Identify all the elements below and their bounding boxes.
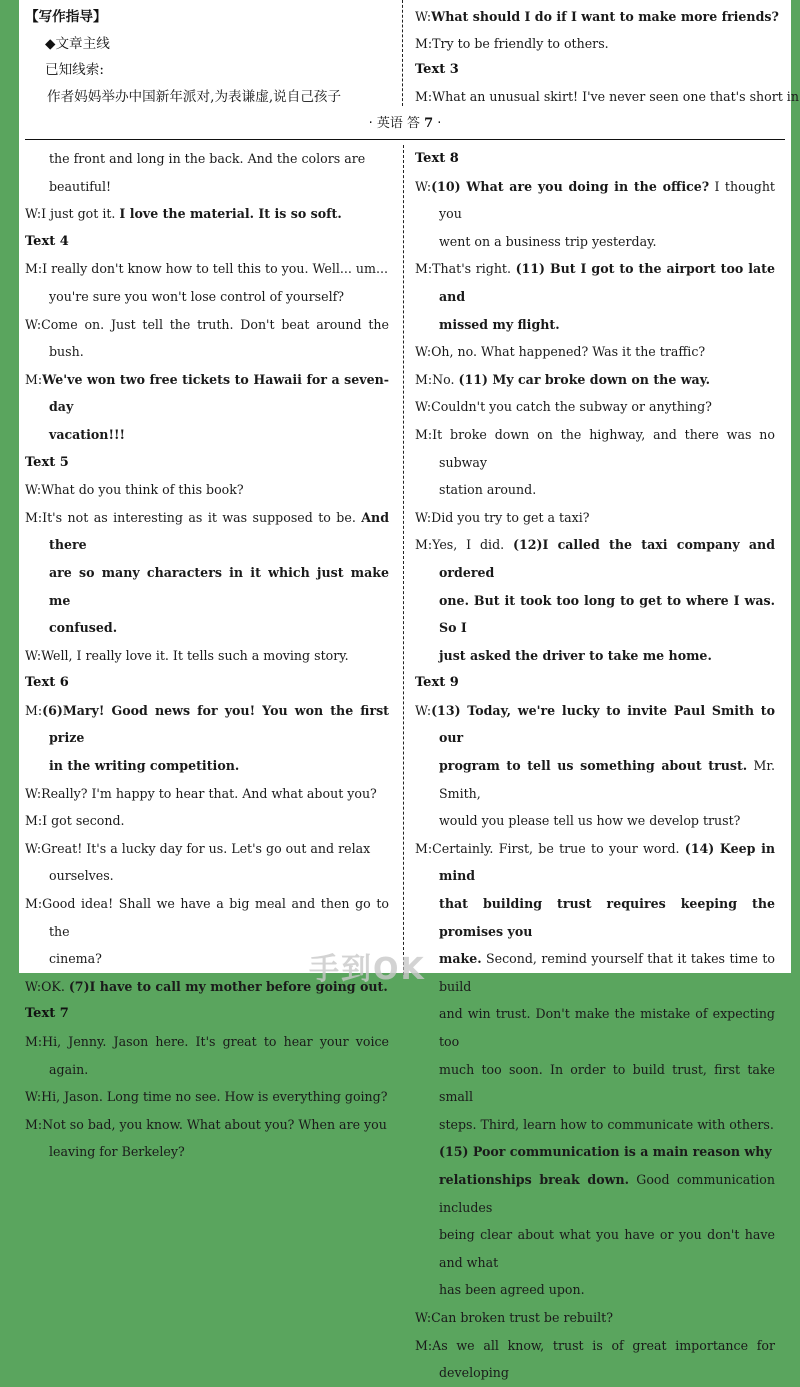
- dialogue-text: Can broken trust be rebuilt?: [431, 1309, 613, 1325]
- speaker-label: M:: [25, 371, 43, 387]
- dialogue-text: steps. Third, learn how to communicate with others.: [439, 1116, 774, 1132]
- answer-highlight: (14) Keep in mind: [439, 840, 776, 884]
- dialogue-continuation: [415, 1000, 775, 1055]
- folio-page-number: 7: [424, 116, 434, 131]
- dialogue-text: That's right.: [432, 261, 516, 277]
- dialogue-text: Not so bad, you know. What about you? When are you: [42, 1116, 387, 1132]
- dialogue-continuation: [415, 1276, 775, 1304]
- dialogue-text: Yes, I did.: [432, 537, 514, 553]
- dialogue-text: went on a business trip yesterday.: [439, 233, 657, 249]
- answer-highlight: make.: [439, 951, 482, 967]
- dialogue-text: Mr. Smith,: [439, 758, 775, 801]
- folio-prefix: · 英语 答: [368, 116, 425, 131]
- writing-guide-heading: 【写作指导】: [25, 9, 107, 25]
- guide-mainline: ◆文章主线: [45, 35, 110, 52]
- dialogue-continuation: [415, 587, 775, 642]
- speaker-label: M:: [415, 35, 433, 51]
- speaker-label: W:: [25, 1089, 42, 1105]
- dialogue-continuation: [415, 1166, 775, 1221]
- answer-highlight: missed my flight.: [439, 316, 560, 332]
- dialogue-line: [415, 504, 775, 532]
- heading-label: Text 3: [415, 62, 459, 77]
- dialogue-continuation: [25, 559, 389, 614]
- dialogue-continuation: [415, 807, 775, 835]
- answer-highlight: We've won two free tickets to Hawaii for a seven-day: [42, 371, 389, 415]
- dialogue-continuation: [415, 642, 775, 670]
- dialogue-line: [415, 697, 775, 752]
- text-heading: [415, 145, 775, 173]
- guide-clue-text: 作者妈妈举办中国新年派对,为表谦虚,说自己孩子: [47, 88, 342, 105]
- dialogue-line: [25, 1083, 389, 1111]
- dialogue-text: has been agreed upon.: [439, 1282, 585, 1298]
- dialogue-line: [415, 366, 775, 394]
- speaker-label: W:: [415, 509, 432, 525]
- dialogue-text: much too soon. In order to build trust, first take small: [439, 1061, 775, 1105]
- speaker-label: W:: [25, 206, 42, 222]
- answer-highlight: (6)Mary! Good news for you! You won the first prize: [42, 702, 389, 746]
- dialogue-text: Come on. Just tell the truth. Don't beat around the bush.: [41, 316, 389, 360]
- dialogue-continuation: [415, 890, 775, 945]
- dialogue-line: [25, 1028, 389, 1083]
- dialogue-line: [25, 780, 389, 808]
- dialogue-text: No.: [432, 371, 459, 387]
- answer-highlight: vacation!!!: [49, 426, 126, 442]
- dialogue-line: [415, 531, 775, 586]
- speaker-label: W:: [25, 978, 42, 994]
- answer-highlight: (13) Today, we're lucky to invite Paul Smith to our: [431, 702, 775, 746]
- dialogue-text: ourselves.: [49, 868, 114, 884]
- dialogue-line: [25, 890, 389, 945]
- answer-highlight: I love the material. It is so soft.: [119, 206, 342, 222]
- text-heading: [25, 228, 389, 256]
- dialogue-text: you're sure you won't lose control of yourself?: [49, 288, 345, 304]
- speaker-label: M:: [25, 261, 43, 277]
- dialogue-continuation: [415, 1056, 775, 1111]
- dialogue-continuation: [415, 1111, 775, 1139]
- dialogue-line: [25, 504, 389, 559]
- dialogue-text: and win trust. Don't make the mistake of expecting too: [439, 1006, 775, 1049]
- answer-highlight: (7)I have to call my mother before going out.: [68, 978, 388, 994]
- dialogue-text: Hi, Jenny. Jason here. It's great to hear your voice again.: [42, 1034, 389, 1077]
- answer-highlight: (10) What are you doing in the office?: [431, 178, 710, 194]
- dialogue-line: [415, 835, 775, 890]
- speaker-label: W:: [25, 785, 42, 801]
- dialogue-text: It's not as interesting as it was supposed to be.: [42, 509, 362, 525]
- text-heading: [415, 669, 775, 697]
- dialogue-text: Certainly. First, be true to your word.: [432, 840, 685, 856]
- dialogue-text: Good communication includes: [439, 1171, 775, 1215]
- guide-known-clues: 已知线索:: [45, 62, 104, 78]
- answer-highlight: program to tell us something about trust.: [439, 758, 748, 774]
- speaker-label: W:: [25, 647, 42, 663]
- dialogue-line: [415, 173, 775, 228]
- top-right-transcript: [415, 4, 799, 106]
- speaker-label: M:: [415, 840, 433, 856]
- dialogue-continuation: [25, 752, 389, 780]
- dialogue-text: Great! It's a lucky day for us. Let's go out and relax: [41, 840, 371, 856]
- dialogue-text: What do you think of this book?: [41, 482, 244, 498]
- speaker-label: M:: [25, 813, 43, 829]
- dialogue-continuation: [415, 752, 775, 807]
- top-column-divider: [402, 0, 403, 106]
- answer-highlight: (11) My car broke down on the way.: [458, 371, 710, 387]
- answer-highlight: confused.: [49, 620, 118, 636]
- answer-highlight: (15) Poor communication is a main reason why: [439, 1144, 772, 1160]
- dialogue-line: [25, 807, 389, 835]
- column-divider: [403, 145, 404, 975]
- dialogue-continuation: [415, 1138, 775, 1166]
- dialogue-text: Really? I'm happy to hear that. And what about you?: [41, 785, 377, 801]
- dialogue-text: I thought you: [439, 178, 775, 222]
- heading-label: Text 7: [25, 1006, 69, 1022]
- speaker-label: M:: [25, 1116, 43, 1132]
- speaker-label: M:: [25, 1034, 43, 1049]
- answer-highlight: are so many characters in it which just make me: [49, 564, 389, 608]
- dialogue-text: station around.: [439, 482, 537, 498]
- dialogue-line: [415, 338, 775, 366]
- dialogue-text: leaving for Berkeley?: [49, 1144, 185, 1160]
- text-heading: [25, 1000, 389, 1028]
- right-column-transcript: [415, 145, 775, 1387]
- dialogue-line: [25, 200, 389, 228]
- text-heading: [25, 669, 389, 697]
- speaker-label: M:: [25, 509, 43, 525]
- dialogue-line: [25, 697, 389, 752]
- watermark-logo: 手到OK: [309, 952, 426, 987]
- speaker-label: M:: [415, 426, 433, 442]
- dialogue-line: [415, 4, 787, 31]
- dialogue-text: Good idea! Shall we have a big meal and then go to the: [42, 896, 389, 939]
- heading-label: Text 4: [25, 233, 69, 249]
- answer-highlight: What should I do if I want to make more friends?: [431, 9, 779, 24]
- writing-guide-section: [25, 4, 405, 106]
- dialogue-line: [25, 311, 389, 366]
- speaker-label: W:: [415, 1309, 432, 1325]
- speaker-label: M:: [25, 896, 43, 912]
- dialogue-continuation: [415, 476, 775, 504]
- dialogue-line: [415, 393, 775, 421]
- folio-suffix: ·: [433, 116, 442, 131]
- dialogue-line: [415, 84, 799, 111]
- answer-highlight: And there: [49, 509, 389, 553]
- dialogue-text: What an unusual skirt! I've never seen one that's short in: [432, 88, 799, 104]
- dialogue-text: Try to be friendly to others.: [432, 35, 609, 51]
- dialogue-text: Oh, no. What happened? Was it the traffic?: [431, 344, 706, 360]
- speaker-label: W:: [415, 399, 432, 415]
- heading-label: Text 6: [25, 675, 69, 691]
- dialogue-line: [415, 1332, 775, 1387]
- dialogue-continuation: [25, 1138, 389, 1166]
- dialogue-continuation: [415, 1221, 775, 1276]
- dialogue-line: [415, 421, 775, 476]
- speaker-label: W:: [25, 316, 42, 332]
- dialogue-line: [25, 1111, 389, 1139]
- answer-highlight: relationships break down.: [439, 1171, 629, 1187]
- dialogue-text: Did you try to get a taxi?: [431, 509, 590, 525]
- dialogue-line: [25, 642, 389, 670]
- heading-label: Text 8: [415, 151, 459, 166]
- dialogue-line: [415, 31, 787, 58]
- dialogue-text: I really don't know how to tell this to you. Well... um...: [42, 261, 388, 277]
- dialogue-continuation: [25, 862, 389, 890]
- speaker-label: M:: [415, 537, 433, 553]
- speaker-label: M:: [415, 261, 433, 277]
- dialogue-line: [25, 476, 389, 504]
- dialogue-text: the front and long in the back. And the colors are: [49, 151, 366, 166]
- dialogue-text: Couldn't you catch the subway or anything?: [431, 399, 712, 415]
- dialogue-text: being clear about what you have or you don't have and what: [439, 1227, 775, 1270]
- dialogue-text: Hi, Jason. Long time no see. How is everything going?: [41, 1089, 388, 1105]
- dialogue-continuation: [25, 614, 389, 642]
- speaker-label: W:: [415, 344, 432, 360]
- dialogue-line: [415, 255, 775, 310]
- dialogue-text: Second, remind yourself that it takes time to build: [439, 951, 775, 994]
- text-heading: [25, 449, 389, 477]
- left-column-transcript: [25, 145, 389, 1166]
- speaker-label: M:: [25, 702, 43, 718]
- answer-highlight: in the writing competition.: [49, 758, 240, 774]
- dialogue-text: As we all know, trust is of great importance for developing: [432, 1337, 775, 1381]
- dialogue-text: I got second.: [42, 813, 125, 829]
- heading-label: Text 5: [25, 454, 69, 470]
- dialogue-continuation: [415, 311, 775, 339]
- text-heading: [415, 57, 787, 84]
- dialogue-line: [415, 1304, 775, 1332]
- dialogue-continuation: [25, 145, 389, 173]
- speaker-label: W:: [415, 702, 432, 718]
- speaker-label: W:: [25, 482, 42, 498]
- dialogue-text: OK.: [41, 978, 69, 994]
- dialogue-text: Well, I really love it. It tells such a moving story.: [41, 647, 349, 663]
- folio-rule: [25, 139, 785, 140]
- dialogue-text: beautiful!: [49, 178, 112, 194]
- page-folio: [19, 112, 791, 131]
- answer-highlight: one. But it took too long to get to where I was. So I: [439, 592, 775, 636]
- dialogue-text: It broke down on the highway, and there was no subway: [432, 426, 775, 470]
- speaker-label: W:: [415, 178, 432, 194]
- speaker-label: W:: [415, 9, 432, 24]
- heading-label: Text 9: [415, 675, 459, 691]
- dialogue-line: [25, 255, 389, 283]
- dialogue-continuation: [25, 173, 389, 201]
- answer-highlight: just asked the driver to take me home.: [439, 647, 712, 663]
- dialogue-text: I just got it.: [41, 206, 120, 222]
- speaker-label: W:: [25, 840, 42, 856]
- dialogue-line: [25, 366, 389, 421]
- answer-highlight: that building trust requires keeping the promises you: [439, 896, 775, 939]
- dialogue-continuation: [25, 283, 389, 311]
- speaker-label: M:: [415, 371, 433, 387]
- dialogue-continuation: [415, 945, 775, 1000]
- dialogue-text: cinema?: [49, 951, 102, 967]
- speaker-label: M:: [415, 1337, 433, 1353]
- dialogue-continuation: [415, 228, 775, 256]
- dialogue-text: would you please tell us how we develop trust?: [439, 813, 741, 829]
- answer-highlight: (12)I called the taxi company and ordered: [439, 537, 776, 580]
- answer-highlight: (11) But I got to the airport too late and: [439, 261, 775, 304]
- dialogue-line: [25, 835, 389, 863]
- speaker-label: M:: [415, 88, 433, 104]
- answer-page: [19, 0, 799, 1381]
- dialogue-continuation: [25, 421, 389, 449]
